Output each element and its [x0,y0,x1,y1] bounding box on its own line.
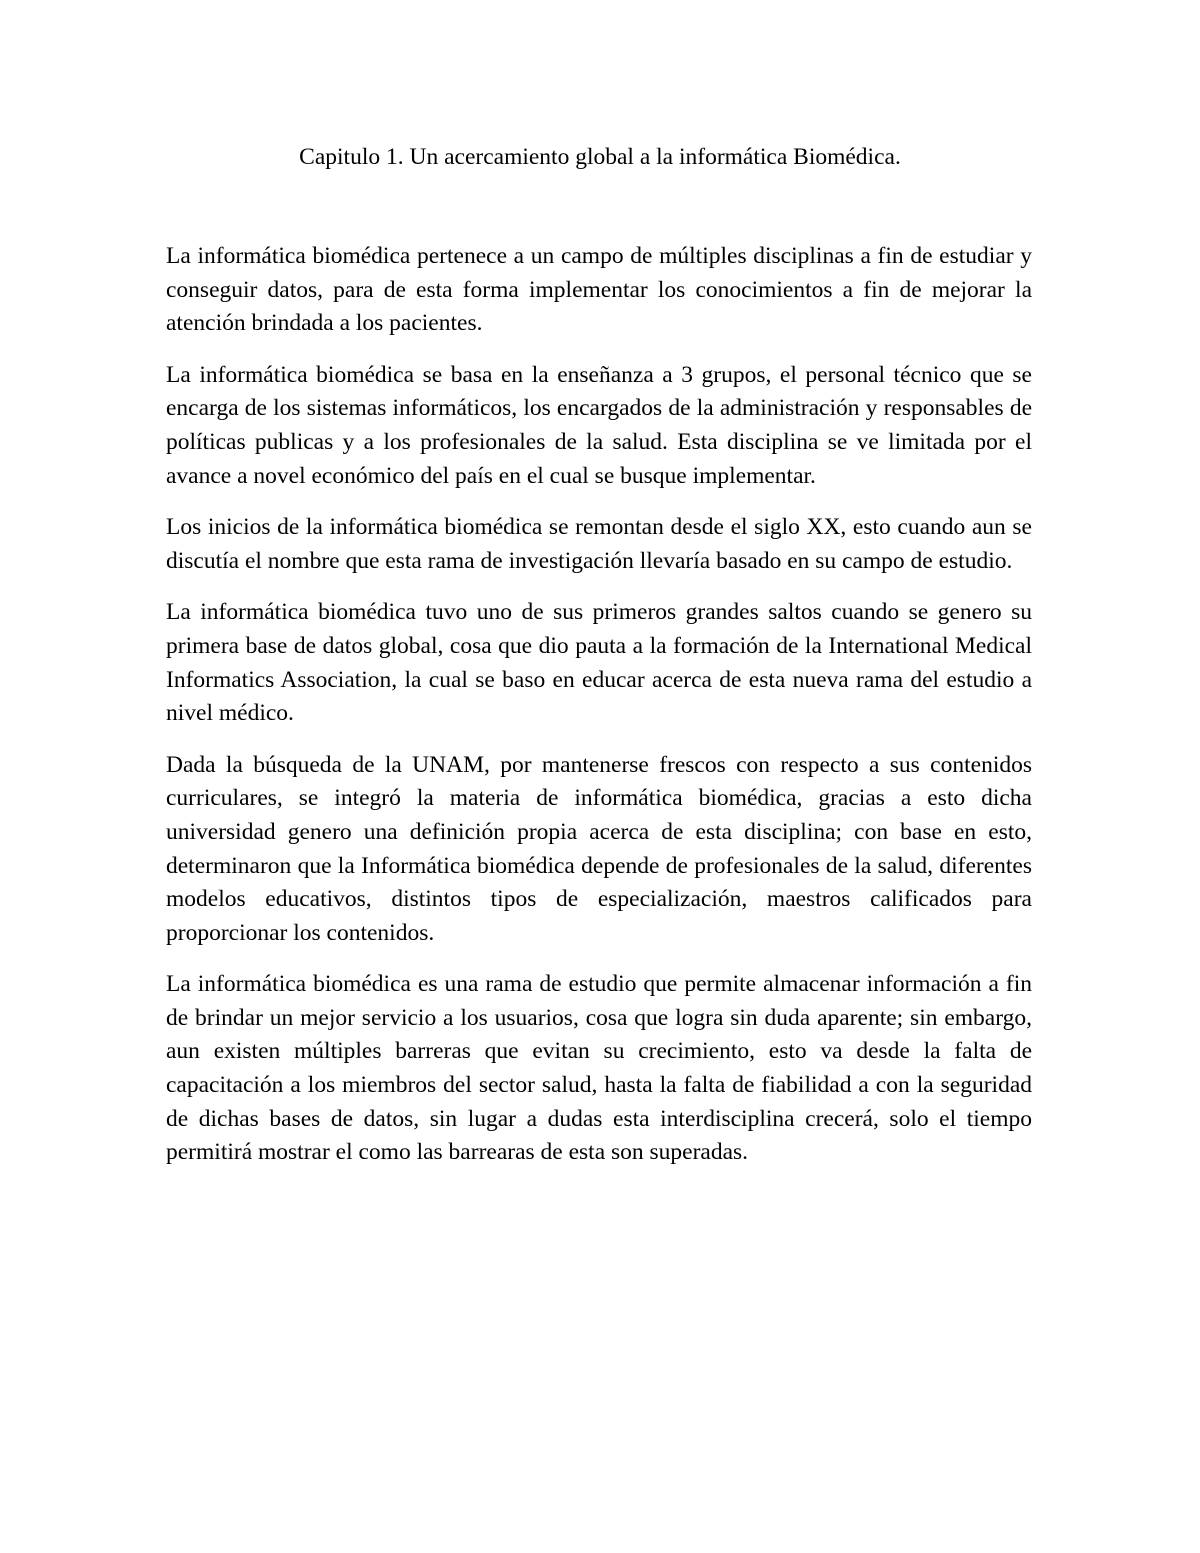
paragraph-6: La informática biomédica es una rama de estudio que permite almacenar información a fin de brindar un mejor servicio a los usuarios, cosa que logra sin duda aparente; sin embargo, aun existen múltiples barreras que evitan su crecimiento, esto va desde la falta de capacitación a los miembros del sector salud, hasta la falta de fiabilidad a con la seguridad de dichas bases de datos, sin lugar a dudas esta interdisciplina crecerá, solo el tiempo permitirá mostrar el como las barrearas de esta son superadas. [166,971,1032,1166]
paragraph-1: La informática biomédica pertenece a un campo de múltiples disciplinas a fin de estudiar y conseguir datos, para de esta forma implementar los conocimientos a fin de mejorar la atención brindada a los pacientes. [166,243,1032,337]
document-body [166,240,1032,1188]
paragraph-3: Los inicios de la informática biomédica se remontan desde el siglo XX, esto cuando aun se discutía el nombre que esta rama de investigación llevaría basado en su campo de estudio. [166,514,1032,574]
paragraph-5: Dada la búsqueda de la UNAM, por mantenerse frescos con respecto a sus contenidos curriculares, se integró la materia de informática biomédica, gracias a esto dicha universidad genero una definición propia acerca de esta disciplina; con base en esto, determinaron que la Informática biomédica depende de profesionales de la salud, diferentes modelos educativos, distintos tipos de especialización, maestros calificados para proporcionar los contenidos. [166,751,1032,946]
paragraph-2: La informática biomédica se basa en la enseñanza a 3 grupos, el personal técnico que se encarga de los sistemas informáticos, los encargados de la administración y responsables de políticas publicas y a los profesionales de la salud. Esta disciplina se ve limitada por el avance a novel económico del país en el cual se busque implementar. [166,361,1032,489]
document-title: Capitulo 1. Un acercamiento global a la informática Biomédica. [299,144,901,170]
paragraph-4: La informática biomédica tuvo uno de sus primeros grandes saltos cuando se genero su primera base de datos global, cosa que dio pauta a la formación de la International Medical Informatics Association, la cual se baso en educar acerca de esta nueva rama del estudio a nivel médico. [166,599,1032,727]
